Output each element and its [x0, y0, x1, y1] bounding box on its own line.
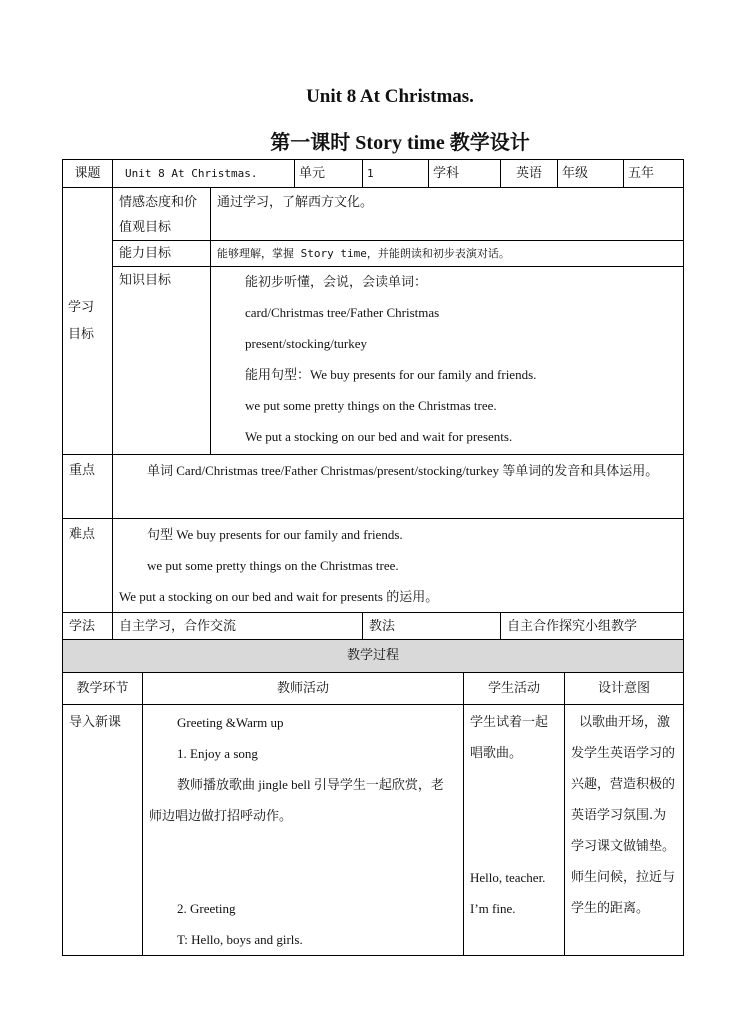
teaching-method-value: 自主合作探究小组教学 — [501, 613, 684, 642]
col-design: 设计意图 — [565, 673, 684, 705]
emotion-label: 情感态度和价值观目标 — [113, 188, 211, 241]
unit-label: 单元 — [295, 160, 363, 188]
knowledge-line: We put a stocking on our bed and wait for presents. — [245, 429, 513, 444]
student-line: I’m fine. — [470, 901, 516, 916]
document-subtitle: 第一课时 Story time 教学设计 — [270, 132, 530, 154]
emotion-value: 通过学习，了解西方文化。 — [211, 188, 684, 241]
knowledge-row — [63, 267, 684, 455]
teacher-paragraph: 教师播放歌曲 jingle bell 引导学生一起欣赏，老师边唱边做打招呼动作。 — [149, 777, 444, 823]
learning-method-value: 自主学习，合作交流 — [113, 613, 363, 642]
teacher-activity — [143, 705, 464, 956]
key-points-label: 重点 — [63, 455, 113, 519]
process-header: 教学过程 — [63, 640, 684, 673]
ability-row — [63, 241, 684, 267]
difficulties-row — [63, 519, 684, 613]
knowledge-line: 能用句型：We buy presents for our family and friends. — [245, 367, 537, 382]
difficulty-line: we put some pretty things on the Christmas tree. — [147, 558, 399, 573]
objectives-label: 学习目标 — [63, 188, 113, 455]
lesson-info-table — [62, 159, 684, 642]
design-text: 师生问候，拉近与学生的距离。 — [571, 870, 676, 916]
learning-method-label: 学法 — [63, 613, 113, 642]
key-points-row — [63, 455, 684, 519]
ability-label: 能力目标 — [113, 241, 211, 267]
student-text: 学生试着一起唱歌曲。 — [470, 715, 549, 761]
process-columns-row — [63, 673, 684, 705]
teaching-method-label: 教法 — [363, 613, 501, 642]
teacher-line: 1. Enjoy a song — [177, 746, 258, 761]
document-title: Unit 8 At Christmas. — [306, 86, 474, 107]
unit-value: 1 — [363, 160, 429, 188]
knowledge-label: 知识目标 — [113, 267, 211, 455]
topic-value: Unit 8 At Christmas. — [113, 160, 295, 188]
subject-value: 英语 — [501, 160, 558, 188]
student-line: Hello, teacher. — [470, 870, 546, 885]
design-text: 以歌曲开场，激发学生英语学习的兴趣，营造积极的英语学习氛围.为学习课文做铺垫。 — [571, 715, 676, 854]
teacher-line: 2. Greeting — [177, 901, 236, 916]
info-row — [63, 160, 684, 188]
col-stage: 教学环节 — [63, 673, 143, 705]
design-intent — [565, 705, 684, 956]
knowledge-line: we put some pretty things on the Christmas tree. — [245, 398, 497, 413]
difficulty-line: We put a stocking on our bed and wait for presents 的运用。 — [119, 589, 439, 604]
knowledge-value — [211, 267, 684, 455]
grade-label: 年级 — [558, 160, 624, 188]
methods-row — [63, 613, 684, 642]
grade-value: 五年 — [624, 160, 684, 188]
col-student: 学生活动 — [464, 673, 565, 705]
process-row — [63, 705, 684, 956]
student-activity — [464, 705, 565, 956]
difficulties-value — [113, 519, 684, 613]
knowledge-line: card/Christmas tree/Father Christmas — [245, 305, 440, 320]
teacher-line: Greeting &Warm up — [177, 715, 284, 730]
subject-label: 学科 — [429, 160, 501, 188]
emotion-row — [63, 188, 684, 241]
col-teacher: 教师活动 — [143, 673, 464, 705]
difficulties-label: 难点 — [63, 519, 113, 613]
topic-label: 课题 — [63, 160, 113, 188]
knowledge-line: present/stocking/turkey — [245, 336, 368, 351]
teacher-line: T: Hello, boys and girls. — [177, 932, 303, 947]
key-points-value: 单词 Card/Christmas tree/Father Christmas/present/stocking/turkey 等单词的发音和具体运用。 — [113, 455, 684, 519]
knowledge-line: 能初步听懂，会说，会读单词： — [245, 275, 428, 290]
ability-value: 能够理解，掌握 Story time，并能朗读和初步表演对话。 — [211, 241, 684, 267]
process-header-row — [63, 640, 684, 673]
teaching-process-table — [62, 639, 684, 956]
stage-value: 导入新课 — [63, 705, 143, 956]
difficulty-line: 句型 We buy presents for our family and friends. — [147, 527, 403, 542]
